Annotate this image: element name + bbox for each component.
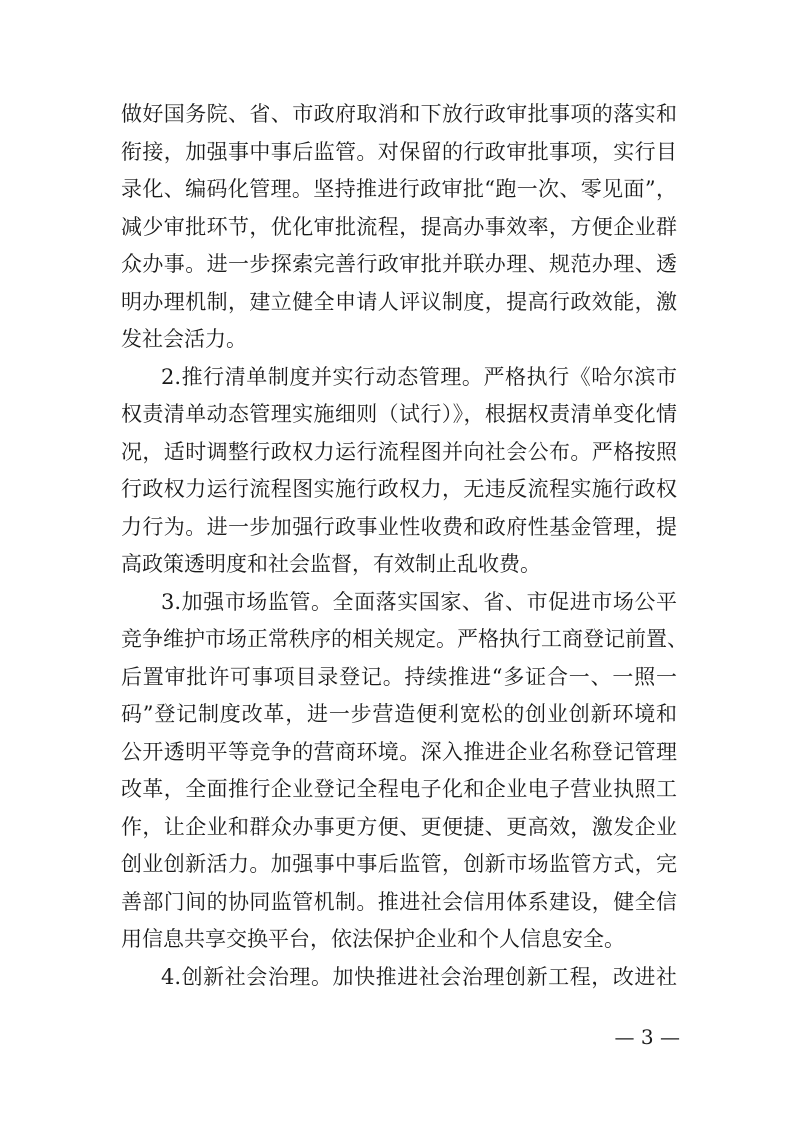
text-line bbox=[0, 808, 793, 846]
text-line bbox=[0, 208, 793, 246]
text-line bbox=[0, 470, 793, 508]
text-line bbox=[0, 358, 793, 396]
line-text: 公开透明平等竞争的营商环境。深入推进企业名称登记管理 bbox=[121, 739, 677, 764]
line-text: 码”登记制度改革，进一步营造便利宽松的创业创新环境和 bbox=[121, 702, 677, 726]
text-line bbox=[0, 320, 793, 358]
text-line bbox=[0, 958, 793, 996]
line-text: 力行为。进一步加强行政事业性收费和政府性基金管理，提 bbox=[121, 514, 677, 539]
line-text: 做好国务院、省、市政府取消和下放行政审批事项的落实和 bbox=[121, 102, 677, 126]
text-line bbox=[0, 695, 793, 733]
text-line bbox=[0, 658, 793, 696]
paragraph-start-text: 4.创新社会治理。加快推进社会治理创新工程，改进社 bbox=[161, 964, 677, 989]
text-line bbox=[0, 170, 793, 208]
text-line bbox=[0, 433, 793, 471]
text-line bbox=[0, 770, 793, 808]
text-line bbox=[0, 508, 793, 546]
text-line bbox=[0, 395, 793, 433]
paragraph-start-text: 2.推行清单制度并实行动态管理。严格执行《哈尔滨市 bbox=[161, 364, 677, 389]
line-text: 行政权力运行流程图实施行政权力，无违反流程实施行政权 bbox=[121, 477, 677, 501]
line-text: 录化、编码化管理。坚持推进行政审批“跑一次、零见面”， bbox=[121, 177, 677, 201]
line-text: 竞争维护市场正常秩序的相关规定。严格执行工商登记前置、 bbox=[121, 627, 688, 651]
text-line bbox=[0, 883, 793, 921]
text-line bbox=[0, 283, 793, 321]
text-line bbox=[0, 583, 793, 621]
line-text: 众办事。进一步探索完善行政审批并联办理、规范办理、透 bbox=[121, 252, 677, 276]
text-line bbox=[0, 845, 793, 883]
line-text: 创业创新活力。加强事中事后监管，创新市场监管方式，完 bbox=[121, 852, 677, 876]
text-line bbox=[0, 545, 793, 583]
line-text: 发社会活力。 bbox=[121, 327, 247, 351]
line-text: 况，适时调整行政权力运行流程图并向社会公布。严格按照 bbox=[121, 439, 677, 464]
text-line bbox=[0, 733, 793, 771]
line-text: 善部门间的协同监管机制。推进社会信用体系建设，健全信 bbox=[121, 889, 677, 914]
text-line bbox=[0, 920, 793, 958]
line-text: 后置审批许可事项目录登记。持续推进“多证合一、一照一 bbox=[121, 664, 677, 689]
line-text: 权责清单动态管理实施细则（试行）》，根据权责清单变化情 bbox=[121, 402, 677, 426]
line-text: 作，让企业和群众办事更方便、更便捷、更高效，激发企业 bbox=[121, 814, 677, 839]
text-line bbox=[0, 133, 793, 171]
paragraph-start-text: 3.加强市场监管。全面落实国家、省、市促进市场公平 bbox=[161, 589, 677, 614]
text-line bbox=[0, 245, 793, 283]
line-text: 用信息共享交换平台，依法保护企业和个人信息安全。 bbox=[121, 927, 625, 951]
page-number: — 3 — bbox=[614, 1025, 680, 1049]
line-text: 高政策透明度和社会监督，有效制止乱收费。 bbox=[121, 552, 541, 576]
line-text: 衔接，加强事中事后监管。对保留的行政审批事项，实行目 bbox=[121, 139, 677, 164]
line-text: 明办理机制，建立健全申请人评议制度，提高行政效能，激 bbox=[121, 289, 677, 314]
text-line bbox=[0, 95, 793, 133]
line-text: 减少审批环节，优化审批流程，提高办事效率，方便企业群 bbox=[121, 214, 677, 239]
text-line bbox=[0, 620, 793, 658]
line-text: 改革，全面推行企业登记全程电子化和企业电子营业执照工 bbox=[121, 777, 677, 801]
